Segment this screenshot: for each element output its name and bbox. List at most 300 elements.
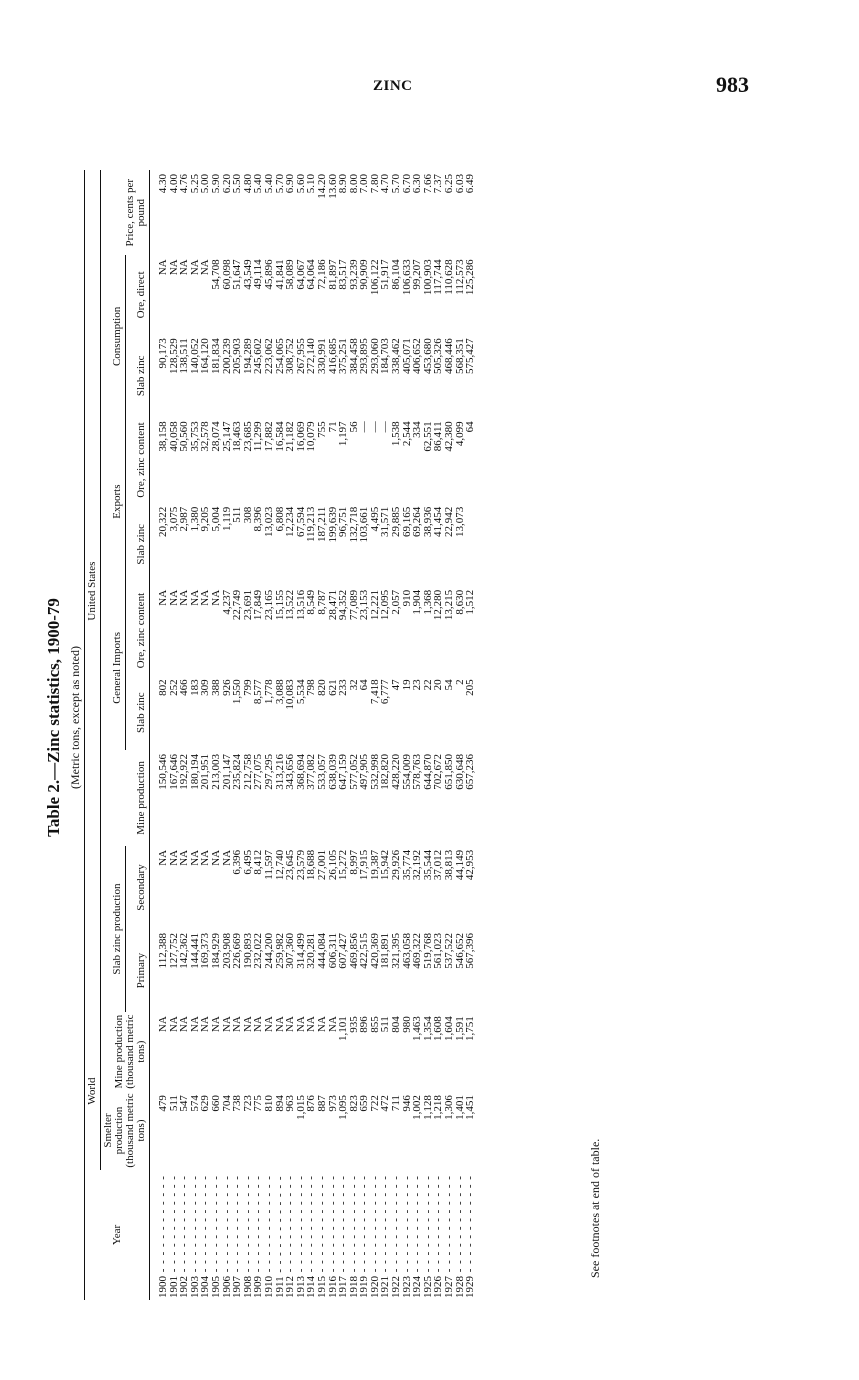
data-cell: 1,451 xyxy=(464,1095,477,1120)
data-cell: 4.80 xyxy=(241,174,254,194)
data-cell: 453,680 xyxy=(421,338,434,375)
data-cell: 5.50 xyxy=(231,174,244,194)
data-cell: 51,647 xyxy=(231,259,244,290)
header-world: World xyxy=(85,1012,101,1170)
data-cell: NA xyxy=(315,1016,328,1033)
data-cell: 405,071 xyxy=(400,338,413,375)
data-cell: 8,630 xyxy=(453,589,466,615)
data-cell: 926 xyxy=(220,679,233,696)
year-value: 1920 xyxy=(368,1276,381,1298)
data-cell: 638,039 xyxy=(326,753,339,790)
data-cell: 64 xyxy=(358,679,371,691)
data-cell: 169,373 xyxy=(199,933,212,969)
data-cell: 42,953 xyxy=(464,849,477,881)
data-cell: NA xyxy=(262,1016,275,1033)
year-value: 1910 xyxy=(262,1276,275,1298)
year-value: 1908 xyxy=(241,1276,254,1298)
data-cell: 630,648 xyxy=(453,753,466,790)
data-cell: 16,584 xyxy=(273,421,286,452)
data-cell: 180,194 xyxy=(188,753,201,790)
data-cell: 35,774 xyxy=(400,849,413,881)
data-cell: 1,119 xyxy=(220,506,233,532)
data-cell: 50,560 xyxy=(178,421,191,452)
data-cell: 49,114 xyxy=(252,259,265,290)
data-cell: NA xyxy=(220,849,233,866)
header-united-states: United States xyxy=(85,170,101,1012)
data-cell: 11,299 xyxy=(252,421,265,452)
data-cell: 6.20 xyxy=(220,174,233,194)
year-cell: 1927 - - - - - - - - - - - - xyxy=(443,1175,456,1298)
year-cell: 1914 - - - - - - - - - - - - xyxy=(305,1175,318,1298)
data-cell: 307,360 xyxy=(284,933,297,969)
year-cell: 1909 - - - - - - - - - - - - xyxy=(252,1175,265,1298)
data-cell: 896 xyxy=(358,1016,371,1033)
data-cell: 150,546 xyxy=(157,753,169,790)
data-cell: 343,656 xyxy=(284,753,297,790)
data-cell: 7.00 xyxy=(358,174,371,194)
data-cell: 1,197 xyxy=(337,421,350,447)
data-cell: 100,903 xyxy=(421,259,434,296)
data-cell: 723 xyxy=(241,1095,254,1112)
year-cell: 1915 - - - - - - - - - - - - xyxy=(315,1175,328,1298)
data-cell: 1,002 xyxy=(411,1095,424,1120)
year-cell: 1903 - - - - - - - - - - - - xyxy=(188,1175,201,1298)
data-cell: 13,522 xyxy=(284,589,297,621)
data-cell: 1,751 xyxy=(464,1016,477,1041)
year-value: 1903 xyxy=(188,1276,201,1298)
data-cell: 10,083 xyxy=(284,679,297,710)
data-cell: NA xyxy=(241,1016,254,1033)
year-cell: 1902 - - - - - - - - - - - - xyxy=(178,1175,191,1298)
data-cell: 309 xyxy=(199,679,212,696)
data-cell: 314,499 xyxy=(294,933,307,969)
data-cell: 578,763 xyxy=(411,753,424,790)
data-cell: 142,362 xyxy=(178,933,191,969)
data-cell: 72,186 xyxy=(315,259,328,290)
year-cell: 1920 - - - - - - - - - - - - xyxy=(368,1175,381,1298)
data-cell: 2,544 xyxy=(400,421,413,447)
data-cell: 252 xyxy=(167,679,180,696)
data-cell: 93,239 xyxy=(347,259,360,290)
data-cell: 973 xyxy=(326,1095,339,1112)
data-cell: 54,708 xyxy=(209,259,222,290)
data-cell: 657,236 xyxy=(464,753,477,790)
header-smelter-production: Smelter production (thousand metric tons) xyxy=(102,1093,147,1168)
data-cell: 469,856 xyxy=(347,933,360,969)
data-cell: 18,463 xyxy=(231,421,244,452)
header-consumption: Consumption xyxy=(101,255,126,417)
data-cell: 8,549 xyxy=(305,589,318,615)
table-row xyxy=(465,170,476,1300)
data-cell: 1,904 xyxy=(411,589,424,615)
data-cell: 13.60 xyxy=(326,174,339,199)
data-cell: 1,354 xyxy=(421,1016,434,1041)
data-cell: 422,515 xyxy=(358,933,371,969)
header-us-mine-production: Mine production xyxy=(135,761,147,835)
data-cell: 5.00 xyxy=(199,174,212,194)
data-cell: 194,289 xyxy=(241,338,254,375)
data-cell: 38,813 xyxy=(443,849,456,881)
data-cell: 235,824 xyxy=(231,753,244,790)
data-cell: 606,311 xyxy=(326,933,339,969)
data-cell: 22 xyxy=(421,679,434,691)
data-cell: 1,128 xyxy=(421,1095,434,1120)
data-cell: 823 xyxy=(347,1095,360,1112)
data-cell: 12,280 xyxy=(432,589,445,621)
data-cell: 190,893 xyxy=(241,933,254,969)
year-value: 1918 xyxy=(347,1276,360,1298)
data-cell: 2,987 xyxy=(178,506,191,532)
data-cell: 810 xyxy=(262,1095,275,1112)
data-cell: 567,396 xyxy=(464,933,477,969)
year-cell: 1908 - - - - - - - - - - - - xyxy=(241,1175,254,1298)
data-cell: 167,646 xyxy=(167,753,180,790)
data-cell: 41,841 xyxy=(273,259,286,290)
table-row xyxy=(317,170,328,1300)
data-cell: 10,079 xyxy=(305,421,318,452)
data-cell: 132,718 xyxy=(347,506,360,543)
data-cell: NA xyxy=(188,589,201,606)
data-cell: 775 xyxy=(252,1095,265,1112)
data-cell: 13,516 xyxy=(294,589,307,621)
data-cell: 205 xyxy=(464,679,477,696)
data-cell: NA xyxy=(157,259,169,276)
data-cell: 110,628 xyxy=(443,259,456,295)
header-consumption-slab-zinc: Slab zinc xyxy=(135,355,147,397)
data-cell: 3,075 xyxy=(167,506,180,532)
data-cell: 1,608 xyxy=(432,1016,445,1041)
header-exports: Exports xyxy=(101,417,126,585)
data-cell: — xyxy=(379,421,392,433)
data-cell: 200,239 xyxy=(220,338,233,375)
year-value: 1909 xyxy=(252,1276,265,1298)
data-cell: 182,820 xyxy=(379,753,392,790)
table-subtitle: (Metric tons, except as noted) xyxy=(68,646,82,789)
data-cell: 7.66 xyxy=(421,174,434,194)
data-cell: 308 xyxy=(241,506,254,524)
data-cell: 18,688 xyxy=(305,849,318,881)
year-cell: 1923 - - - - - - - - - - - - xyxy=(400,1175,413,1298)
data-cell: 1,512 xyxy=(464,589,477,615)
data-cell: NA xyxy=(199,849,212,866)
data-cell: 26,105 xyxy=(326,849,339,881)
year-cell: 1906 - - - - - - - - - - - - xyxy=(220,1175,233,1298)
data-cell: 313,216 xyxy=(273,753,286,790)
data-cell: 245,602 xyxy=(252,338,265,375)
data-cell: 90,173 xyxy=(157,338,169,369)
data-cell: NA xyxy=(199,1016,212,1033)
data-cell: 887 xyxy=(315,1095,328,1112)
data-cell: — xyxy=(368,421,381,433)
data-cell: 855 xyxy=(368,1016,381,1033)
data-cell: NA xyxy=(209,1016,222,1033)
data-cell: NA xyxy=(167,259,180,276)
data-cell: 233 xyxy=(337,679,350,696)
data-cell: 6,396 xyxy=(231,849,244,875)
year-cell: 1928 - - - - - - - - - - - - xyxy=(453,1175,466,1298)
year-value: 1917 xyxy=(337,1276,350,1298)
data-cell: 184,703 xyxy=(379,338,392,375)
data-cell: 277,075 xyxy=(252,753,265,790)
year-value: 1913 xyxy=(294,1276,307,1298)
data-cell: 1,380 xyxy=(188,506,201,532)
data-cell: 738 xyxy=(231,1095,244,1112)
data-cell: 19 xyxy=(400,679,413,691)
data-cell xyxy=(465,503,476,586)
data-cell: 128,529 xyxy=(167,338,180,375)
table-footnote: See footnotes at end of table. xyxy=(588,1138,602,1278)
data-cell: 5.10 xyxy=(305,174,318,194)
data-cell: 6,495 xyxy=(241,849,254,875)
data-cell: 199,639 xyxy=(326,506,339,543)
year-cell: 1925 - - - - - - - - - - - - xyxy=(421,1175,434,1298)
data-cell: 479 xyxy=(157,1095,169,1112)
data-cell: 23,165 xyxy=(262,589,275,621)
data-cell: 532,998 xyxy=(368,753,381,790)
data-cell: 47 xyxy=(390,679,403,691)
year-cell: 1900 - - - - - - - - - - - - xyxy=(157,1175,169,1298)
data-cell: 935 xyxy=(347,1016,360,1033)
year-value: 1904 xyxy=(199,1276,212,1298)
data-cell: 15,942 xyxy=(379,849,392,881)
year-value: 1929 xyxy=(464,1276,477,1298)
data-cell: 5.90 xyxy=(209,174,222,194)
data-cell: 28,074 xyxy=(209,421,222,452)
year-value: 1923 xyxy=(400,1276,413,1298)
data-cell: 64,064 xyxy=(305,259,318,290)
data-cell: 1,591 xyxy=(453,1016,466,1041)
data-cell: 77,089 xyxy=(347,589,360,621)
table-row xyxy=(150,170,169,1300)
data-cell: 6.03 xyxy=(453,174,466,194)
data-cell: 71 xyxy=(326,421,339,433)
data-cell: 13,215 xyxy=(443,589,456,621)
year-value: 1925 xyxy=(421,1276,434,1298)
data-cell: 41,454 xyxy=(432,506,445,537)
data-cell: NA xyxy=(178,259,191,276)
data-cell: 647,159 xyxy=(337,753,350,790)
data-cell: 232,022 xyxy=(252,933,265,969)
data-cell: 6.25 xyxy=(443,174,456,194)
data-cell: 6.30 xyxy=(411,174,424,194)
year-value: 1901 xyxy=(167,1276,180,1298)
data-cell: 4.70 xyxy=(379,174,392,194)
data-cell: 20 xyxy=(432,679,445,691)
data-cell: 192,922 xyxy=(178,753,191,790)
data-cell: 11,597 xyxy=(262,849,275,880)
data-cell: 96,751 xyxy=(337,506,350,537)
data-cell: 5.25 xyxy=(188,174,201,194)
page-number: 983 xyxy=(716,72,749,97)
data-cell: 537,522 xyxy=(443,933,456,969)
year-value: 1900 xyxy=(157,1276,169,1298)
data-cell: NA xyxy=(326,1016,339,1033)
data-cell: 212,758 xyxy=(241,753,254,790)
data-cell: 5.70 xyxy=(273,174,286,194)
data-cell: 910 xyxy=(400,589,413,607)
data-cell: 6,808 xyxy=(273,506,286,532)
data-cell: 22,749 xyxy=(231,589,244,621)
data-cell: 27,001 xyxy=(315,849,328,881)
header-secondary: Secondary xyxy=(135,864,147,911)
data-cell: 472 xyxy=(379,1095,392,1112)
data-cell: 54 xyxy=(443,679,456,691)
data-cell: 28,471 xyxy=(326,589,339,621)
data-cell: 4,099 xyxy=(453,421,466,447)
data-cell: — xyxy=(358,421,371,433)
zinc-statistics-table xyxy=(84,170,476,1300)
data-cell: 894 xyxy=(273,1095,286,1112)
data-cell: 51,917 xyxy=(379,259,392,290)
year-value: 1924 xyxy=(411,1276,424,1298)
data-cell: 38,158 xyxy=(157,421,169,452)
data-cell: 334 xyxy=(411,421,424,438)
data-cell: 6.90 xyxy=(284,174,297,194)
data-cell: 16,069 xyxy=(294,421,307,452)
data-cell: 428,220 xyxy=(390,753,403,790)
data-cell: 56 xyxy=(347,421,360,433)
data-cell: 384,458 xyxy=(347,338,360,375)
data-cell: 259,982 xyxy=(273,933,286,969)
data-cell: 4.30 xyxy=(157,174,169,194)
data-cell: 21,182 xyxy=(284,421,297,452)
data-cell: 38,936 xyxy=(421,506,434,537)
data-cell: 6.70 xyxy=(400,174,413,194)
data-cell: 5.40 xyxy=(252,174,265,194)
data-cell: 12,740 xyxy=(273,849,286,881)
data-cell: 13,023 xyxy=(262,506,275,537)
data-cell: 23 xyxy=(411,679,424,691)
data-cell: 8.90 xyxy=(337,174,350,194)
header-general-imports: General Imports xyxy=(101,586,126,750)
data-cell: 15,155 xyxy=(273,589,286,621)
data-cell: 12,095 xyxy=(379,589,392,621)
data-cell: 23,645 xyxy=(284,849,297,881)
rotated-table-block xyxy=(40,105,620,1330)
data-cell: 25,147 xyxy=(220,421,233,452)
year-cell: 1917 - - - - - - - - - - - - xyxy=(337,1175,350,1298)
data-cell: 7,418 xyxy=(368,679,381,705)
year-cell: 1913 - - - - - - - - - - - - xyxy=(294,1175,307,1298)
data-cell: 330,991 xyxy=(315,338,328,375)
data-cell: 181,834 xyxy=(209,338,222,375)
header-imports-ore-zinc-content: Ore, zinc content xyxy=(135,592,147,669)
year-cell: 1926 - - - - - - - - - - - - xyxy=(432,1175,445,1298)
data-cell: NA xyxy=(188,1016,201,1033)
data-cell: 5.40 xyxy=(262,174,275,194)
data-cell: 574 xyxy=(188,1095,201,1112)
data-cell: 946 xyxy=(400,1095,413,1112)
data-cell: 1,306 xyxy=(443,1095,456,1120)
data-cell: 375,251 xyxy=(337,338,350,375)
year-value: 1919 xyxy=(358,1276,371,1298)
data-cell: 702,672 xyxy=(432,753,445,790)
data-cell: 8,997 xyxy=(347,849,360,875)
data-cell: 140,052 xyxy=(188,338,201,375)
data-cell: 23,153 xyxy=(358,589,371,621)
section-title: ZINC xyxy=(373,78,413,94)
header-price: Price, cents per pound xyxy=(124,178,147,247)
header-world-mine-production: Mine production (thousand metric tons) xyxy=(113,1014,147,1089)
data-cell: 4.00 xyxy=(167,174,180,194)
data-cell: NA xyxy=(199,589,212,606)
data-cell: 1,550 xyxy=(231,679,244,705)
data-cell: 5,004 xyxy=(209,506,222,532)
data-cell: NA xyxy=(188,849,201,866)
year-value: 1922 xyxy=(390,1276,403,1298)
data-cell: 205,903 xyxy=(231,338,244,375)
data-cell: 103,661 xyxy=(358,506,371,543)
data-cell: 704 xyxy=(220,1095,233,1112)
data-cell: 32,578 xyxy=(199,421,212,452)
data-cell: NA xyxy=(167,589,180,606)
data-cell: 19,387 xyxy=(368,849,381,881)
data-cell: NA xyxy=(178,589,191,606)
year-cell: 1901 - - - - - - - - - - - - xyxy=(167,1175,180,1298)
data-cell: 4,495 xyxy=(368,506,381,532)
data-cell: 533,057 xyxy=(315,753,328,790)
data-cell: 112,388 xyxy=(157,933,169,969)
data-cell: 377,082 xyxy=(305,753,318,790)
data-cell: 244,200 xyxy=(262,933,275,969)
data-cell: 1,015 xyxy=(294,1095,307,1120)
data-cell: 14.20 xyxy=(315,174,328,199)
header-year: Year xyxy=(110,1224,123,1246)
data-cell: NA xyxy=(167,1016,180,1033)
data-cell: 5.70 xyxy=(390,174,403,194)
header-exports-slab-zinc: Slab zinc xyxy=(135,523,147,565)
data-cell: 23,685 xyxy=(241,421,254,452)
data-cell: 86,411 xyxy=(432,421,445,452)
year-cell: 1924 - - - - - - - - - - - - xyxy=(411,1175,424,1298)
data-cell: 67,594 xyxy=(294,506,307,537)
data-cell: 119,213 xyxy=(305,506,318,543)
data-cell: 17,882 xyxy=(262,421,275,452)
data-cell: 29,926 xyxy=(390,849,403,881)
data-cell: NA xyxy=(284,1016,297,1033)
data-cell: 644,870 xyxy=(421,753,434,790)
data-cell: 32 xyxy=(347,679,360,691)
data-cell: 2,057 xyxy=(390,589,403,615)
data-cell: 7.80 xyxy=(368,174,381,194)
data-cell: 297,295 xyxy=(262,753,275,790)
data-cell: 44,149 xyxy=(453,849,466,881)
data-cell: 184,929 xyxy=(209,933,222,969)
data-cell: 64 xyxy=(464,421,477,433)
data-cell: 213,003 xyxy=(209,753,222,790)
year-value: 1928 xyxy=(453,1276,466,1298)
data-cell: 5.60 xyxy=(294,174,307,194)
table-title: Table 2.—Zinc statistics, 1900-79 xyxy=(44,598,63,837)
data-cell: 20,322 xyxy=(157,506,169,537)
data-cell: 293,895 xyxy=(358,338,371,375)
data-cell: NA xyxy=(273,1016,286,1033)
year-cell: 1919 - - - - - - - - - - - - xyxy=(358,1175,371,1298)
data-cell: 1,401 xyxy=(453,1095,466,1120)
data-cell: 15,272 xyxy=(337,849,350,881)
year-cell: 1929 - - - - - - - - - - - - xyxy=(464,1175,477,1298)
data-cell: 497,905 xyxy=(358,753,371,790)
data-cell: 31,571 xyxy=(379,506,392,537)
data-cell: 659 xyxy=(358,1095,371,1112)
data-cell: 711 xyxy=(390,1095,403,1112)
data-cell: 8,396 xyxy=(252,506,265,532)
data-cell: 112,573 xyxy=(453,259,466,295)
table-row xyxy=(264,170,275,1300)
data-cell: 58,089 xyxy=(284,259,297,290)
data-cell: 469,322 xyxy=(411,933,424,969)
data-cell: 802 xyxy=(157,679,169,696)
